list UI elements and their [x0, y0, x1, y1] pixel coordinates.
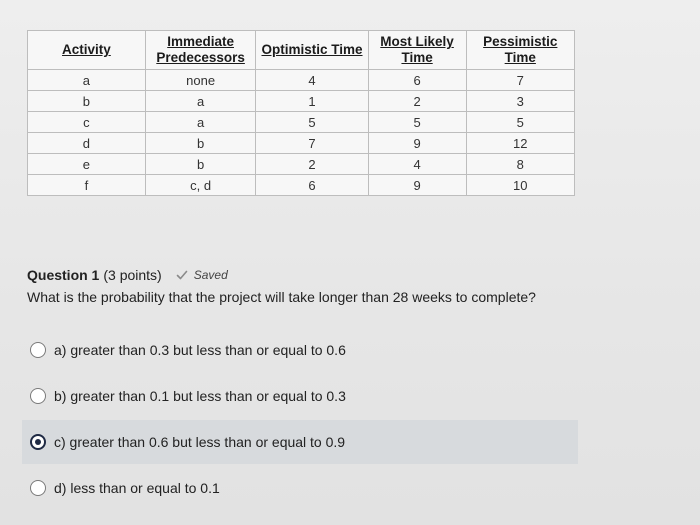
cell-activity: e	[28, 154, 146, 175]
answer-option-d[interactable]	[22, 466, 578, 510]
table-row	[28, 91, 575, 112]
answer-options	[22, 328, 578, 512]
table-row	[28, 112, 575, 133]
table-header-row	[28, 31, 575, 70]
cell-activity: a	[28, 70, 146, 91]
cell-most-likely: 5	[368, 112, 466, 133]
cell-pessimistic: 10	[466, 175, 574, 196]
cell-predecessors: a	[145, 112, 256, 133]
activity-table	[27, 30, 575, 196]
cell-predecessors: b	[145, 133, 256, 154]
cell-optimistic: 4	[256, 70, 368, 91]
answer-option-c[interactable]	[22, 420, 578, 464]
table-row	[28, 175, 575, 196]
cell-optimistic: 6	[256, 175, 368, 196]
cell-pessimistic: 12	[466, 133, 574, 154]
table-row	[28, 133, 575, 154]
cell-most-likely: 9	[368, 175, 466, 196]
cell-predecessors: c, d	[145, 175, 256, 196]
answer-option-a[interactable]	[22, 328, 578, 372]
cell-predecessors: none	[145, 70, 256, 91]
cell-activity: c	[28, 112, 146, 133]
cell-optimistic: 5	[256, 112, 368, 133]
table-row	[28, 154, 575, 175]
header-optimistic: Optimistic Time	[256, 31, 368, 70]
cell-pessimistic: 8	[466, 154, 574, 175]
header-activity: Activity	[28, 31, 146, 70]
question-block	[27, 265, 587, 305]
radio-checked-icon[interactable]	[30, 434, 46, 450]
cell-predecessors: a	[145, 91, 256, 112]
cell-most-likely: 4	[368, 154, 466, 175]
cell-pessimistic: 5	[466, 112, 574, 133]
cell-optimistic: 2	[256, 154, 368, 175]
answer-option-b[interactable]	[22, 374, 578, 418]
question-points: (3 points)	[103, 267, 162, 283]
cell-activity: f	[28, 175, 146, 196]
saved-indicator	[176, 268, 228, 282]
answer-option-label: c) greater than 0.6 but less than or equal to 0.9	[54, 434, 346, 450]
radio-unchecked-icon[interactable]	[30, 480, 46, 496]
cell-pessimistic: 7	[466, 70, 574, 91]
answer-option-label: a) greater than 0.3 but less than or equal to 0.6	[54, 342, 346, 358]
header-pessimistic: Pessimistic Time	[466, 31, 574, 70]
cell-most-likely: 2	[368, 91, 466, 112]
radio-unchecked-icon[interactable]	[30, 342, 46, 358]
question-text: What is the probability that the project will take longer than 28 weeks to complete?	[27, 289, 536, 305]
question-header	[27, 265, 587, 285]
cell-activity: d	[28, 133, 146, 154]
cell-optimistic: 1	[256, 91, 368, 112]
answer-option-label: b) greater than 0.1 but less than or equal to 0.3	[54, 388, 346, 404]
header-most-likely: Most Likely Time	[368, 31, 466, 70]
cell-most-likely: 6	[368, 70, 466, 91]
check-icon	[176, 269, 188, 281]
radio-unchecked-icon[interactable]	[30, 388, 46, 404]
cell-most-likely: 9	[368, 133, 466, 154]
cell-activity: b	[28, 91, 146, 112]
question-title: Question 1	[27, 267, 100, 283]
cell-optimistic: 7	[256, 133, 368, 154]
table-row	[28, 70, 575, 91]
cell-pessimistic: 3	[466, 91, 574, 112]
answer-option-label: d) less than or equal to 0.1	[54, 480, 220, 496]
cell-predecessors: b	[145, 154, 256, 175]
saved-label: Saved	[193, 268, 228, 282]
header-predecessors: Immediate Predecessors	[145, 31, 256, 70]
